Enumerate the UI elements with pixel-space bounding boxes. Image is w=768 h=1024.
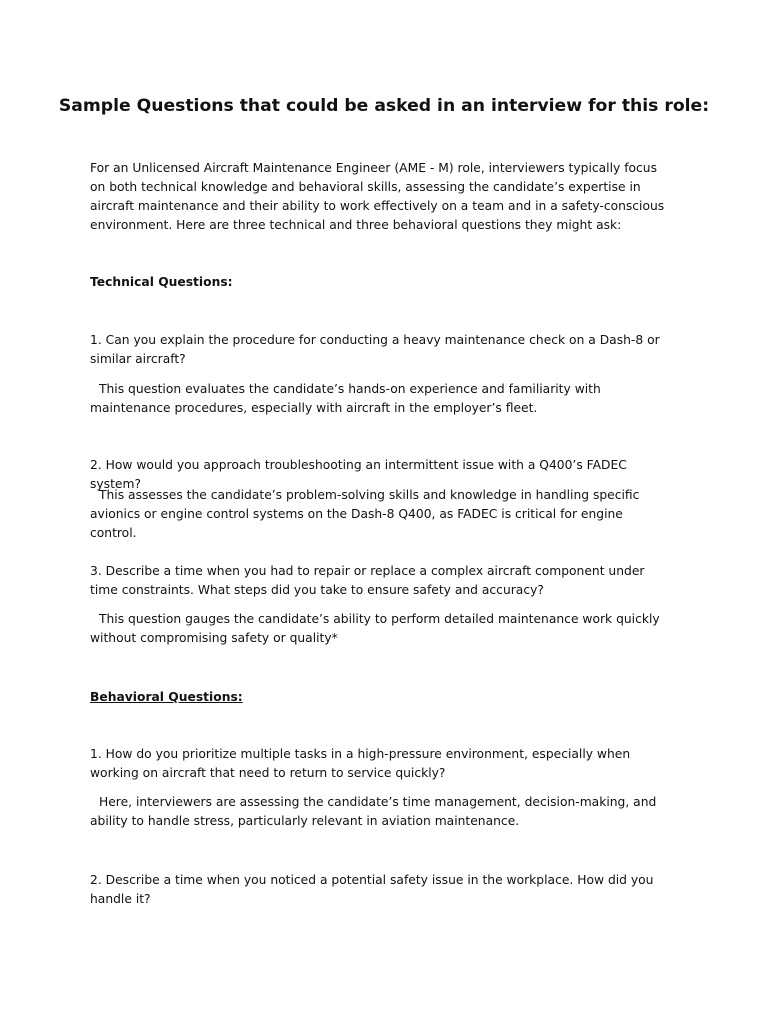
behavioral-question-1: 1. How do you prioritize multiple tasks in a high-pressure environment, especially when working on aircraft that need to return to service quickly? [90,747,631,780]
technical-explanation-1: This question evaluates the candidate’s hands-on experience and familiarity with maintenance procedures, especially with aircraft in the employer’s fleet. [90,382,601,415]
intro-paragraph: For an Unlicensed Aircraft Maintenance Engineer (AME - M) role, interviewers typically focus on both technical knowledge and behavioral skills, assessing the candidate’s expertise in aircraft maintenance and their ability to work effectively on a team and in a safety-conscious environment. Here are three technical and three behavioral questions they might ask: [90,161,665,232]
technical-question-1: 1. Can you explain the procedure for conducting a heavy maintenance check on a Dash-8 or similar aircraft? [90,333,660,366]
document-title: Sample Questions that could be asked in an interview for this role: [58,96,710,116]
technical-questions-heading: Technical Questions: [90,275,233,289]
behavioral-explanation-1: Here, interviewers are assessing the candidate’s time management, decision-making, and ability to handle stress, particularly relevant in aviation maintenance. [90,795,657,828]
technical-explanation-3: This question gauges the candidate’s ability to perform detailed maintenance work quickly without compromising safety or quality* [90,612,660,645]
behavioral-question-2: 2. Describe a time when you noticed a potential safety issue in the workplace. How did you handle it? [90,873,654,906]
technical-question-2: 2. How would you approach troubleshooting an intermittent issue with a Q400’s FADEC system? [90,458,627,491]
technical-explanation-2: This assesses the candidate’s problem-solving skills and knowledge in handling specific avionics or engine control systems on the Dash-8 Q400, as FADEC is critical for engine control. [90,488,640,540]
behavioral-questions-heading: Behavioral Questions: [90,690,243,704]
technical-question-3: 3. Describe a time when you had to repair or replace a complex aircraft component under time constraints. What steps did you take to ensure safety and accuracy? [90,564,645,597]
